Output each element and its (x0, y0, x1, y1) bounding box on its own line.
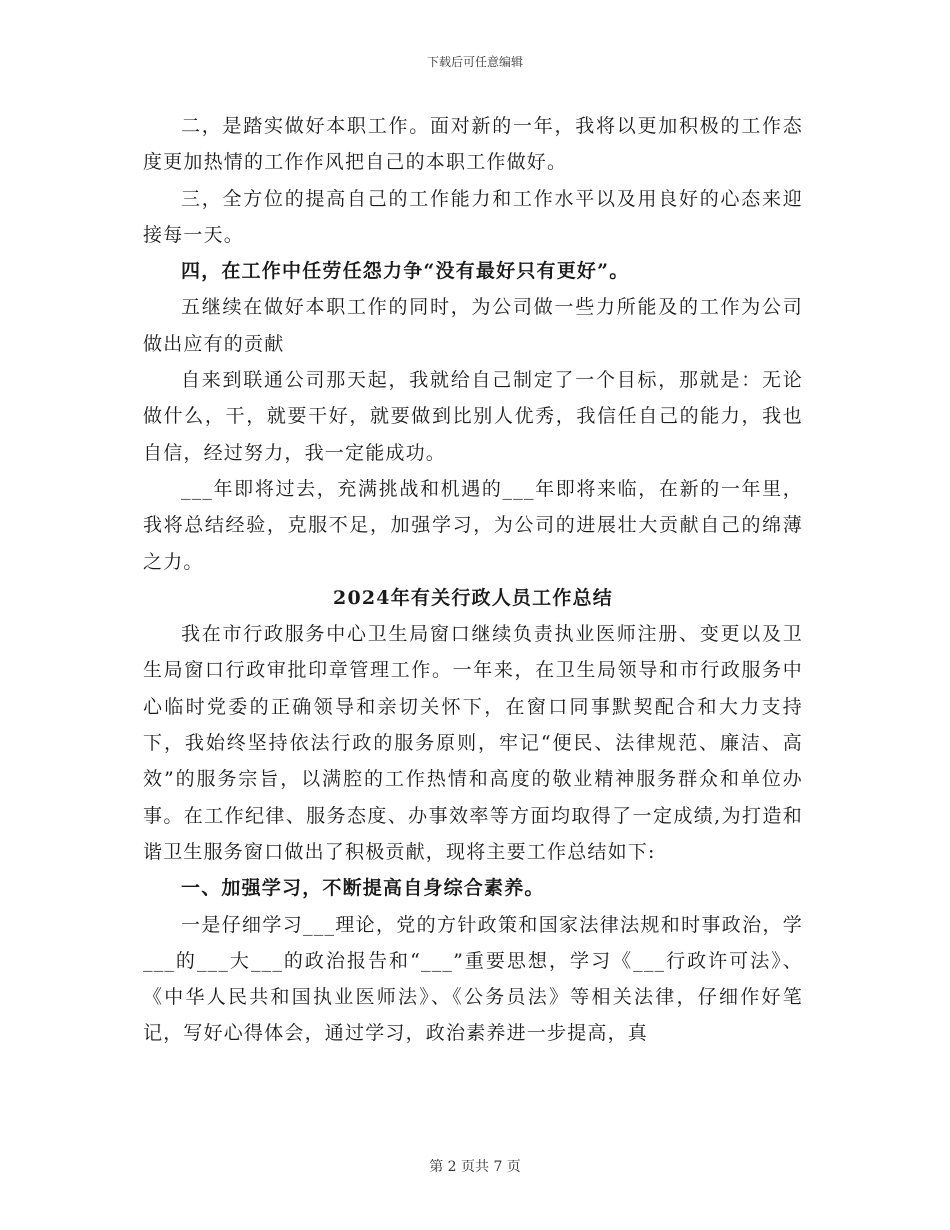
paragraph: 五继续在做好本职工作的同时，为公司做一些力所能及的工作为公司做出应有的贡献 (143, 296, 803, 355)
paragraph: 二，是踏实做好本职工作。面对新的一年，我将以更加积极的工作态度更加热情的工作作风把自己的本职工作做好。 (143, 115, 803, 174)
paragraph: 自来到联通公司那天起，我就给自己制定了一个目标，那就是：无论做什么，干，就要干好，就要做到比别人优秀，我信任自己的能力，我也自信，经过努力，我一定能成功。 (143, 369, 803, 464)
paragraph: 一是仔细学习___理论，党的方针政策和国家法律法规和时事政治，学___的___大___的政治报告和“___”重要思想，学习《___行政许可法》、《中华人民共和国执业医师法》、《公务员法》等相关法律，仔细作好笔记，写好心得体会，通过学习，政治素养进一步提高，真 (143, 913, 803, 1045)
paragraph: 三，全方位的提高自己的工作能力和工作水平以及用良好的心态来迎接每一天。 (143, 187, 803, 246)
document-body (143, 108, 803, 1052)
section-heading: 一、加强学习，不断提高自身综合素养。 (181, 877, 545, 900)
paragraph: ___年即将过去，充满挑战和机遇的___年即将来临，在新的一年里，我将总结经验，克服不足，加强学习，为公司的进展壮大贡献自己的绵薄之力。 (143, 477, 803, 573)
section-title: 2024年有关行政人员工作总结 (333, 586, 613, 609)
paragraph: 我在市行政服务中心卫生局窗口继续负责执业医师注册、变更以及卫生局窗口行政审批印章管理工作。一年来，在卫生局领导和市行政服务中心临时党委的正确领导和亲切关怀下，在窗口同事默契配合和大力支持下，我始终坚持依法行政的服务原则，牢记“便民、法律规范、廉洁、高效”的服务宗旨，以满腔的工作热情和高度的敬业精神服务群众和单位办事。在工作纪律、服务态度、办事效率等方面均取得了一定成绩,为打造和谐卫生服务窗口做出了积极贡献，现将主要工作总结如下: (143, 623, 803, 863)
page-header: 下载后可任意编辑 (426, 55, 523, 69)
bold-paragraph: 四，在工作中任劳任怨力争“没有最好只有更好”。 (181, 260, 630, 283)
page-footer: 第 2 页共 7 页 (429, 1159, 521, 1175)
